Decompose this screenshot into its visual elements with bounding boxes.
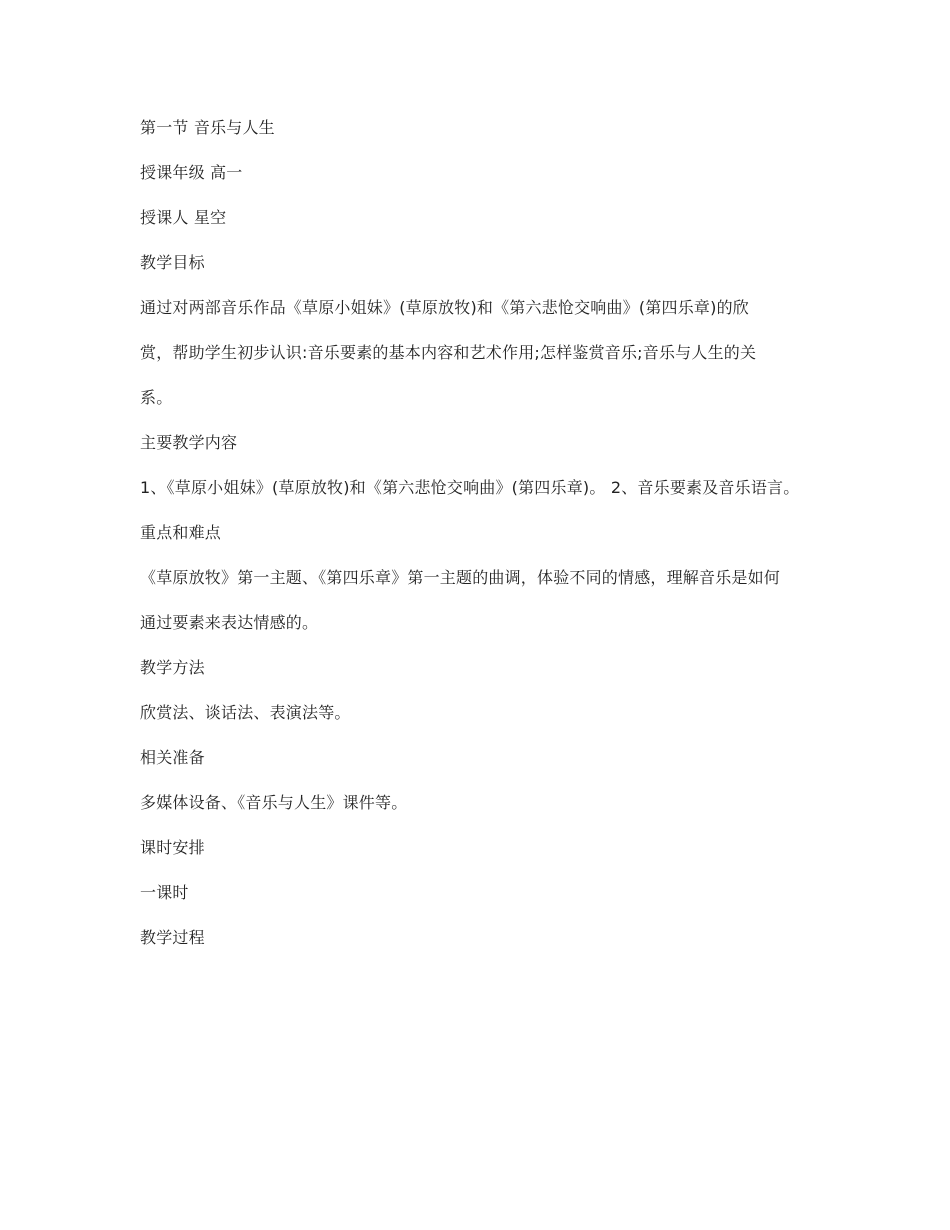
heading-key-points: 重点和难点 — [140, 523, 222, 542]
schedule-text: 一课时 — [140, 883, 189, 902]
teacher-line: 授课人 星空 — [140, 208, 227, 227]
heading-main-content: 主要教学内容 — [140, 433, 238, 452]
heading-preparation: 相关准备 — [140, 748, 205, 767]
heading-objectives: 教学目标 — [140, 253, 205, 272]
key-points-text-2: 通过要素来表达情感的。 — [140, 613, 319, 632]
heading-process: 教学过程 — [140, 928, 205, 947]
objectives-text-1: 通过对两部音乐作品《草原小姐妹》(草原放牧)和《第六悲怆交响曲》(第四乐章)的欣 — [140, 298, 749, 317]
key-points-text-1: 《草原放牧》第一主题、《第四乐章》第一主题的曲调，体验不同的情感，理解音乐是如何 — [140, 568, 781, 587]
main-content-text: 1、《草原小姐妹》(草原放牧)和《第六悲怆交响曲》(第四乐章)。 2、音乐要素及音乐语言。 — [140, 478, 800, 497]
objectives-text-2: 赏，帮助学生初步认识:音乐要素的基本内容和艺术作用;怎样鉴赏音乐;音乐与人生的关 — [140, 343, 757, 362]
methods-text: 欣赏法、谈话法、表演法等。 — [140, 703, 351, 722]
heading-methods: 教学方法 — [140, 658, 205, 677]
objectives-text-3: 系。 — [140, 388, 173, 407]
grade-line: 授课年级 高一 — [140, 163, 243, 182]
document-body — [140, 116, 820, 971]
section-title: 第一节 音乐与人生 — [140, 118, 275, 137]
preparation-text: 多媒体设备、《音乐与人生》课件等。 — [140, 793, 408, 812]
heading-schedule: 课时安排 — [140, 838, 205, 857]
